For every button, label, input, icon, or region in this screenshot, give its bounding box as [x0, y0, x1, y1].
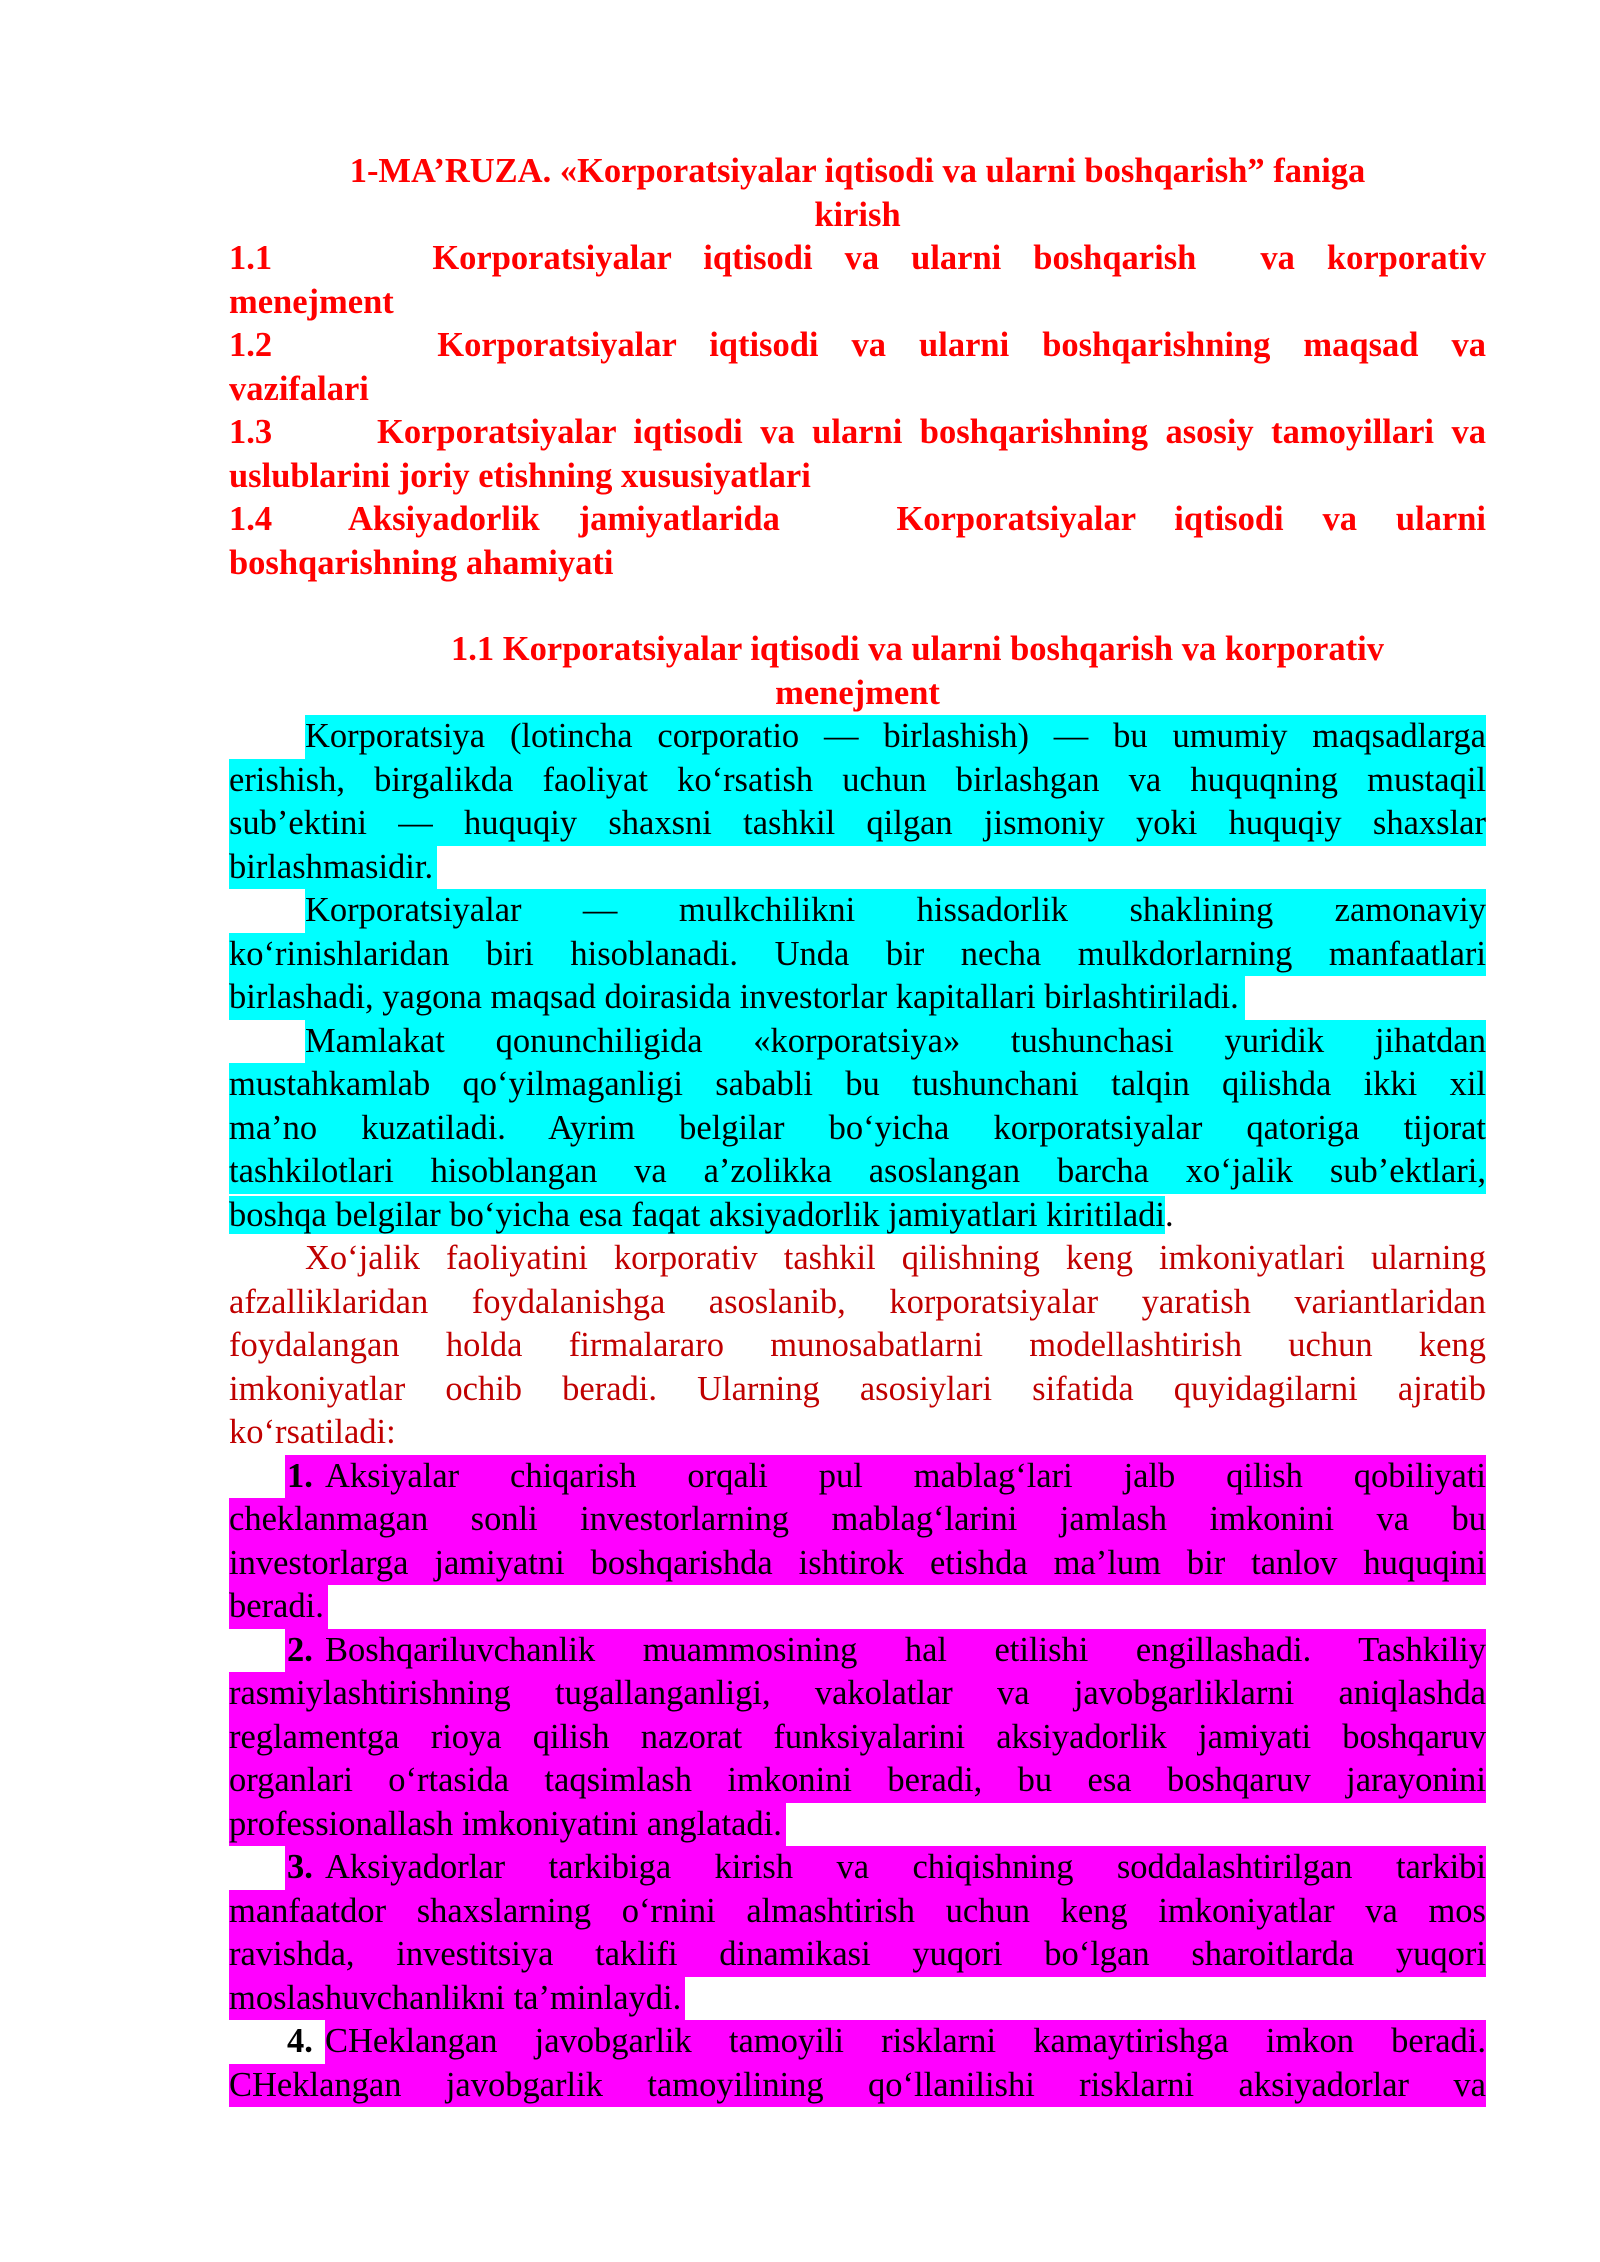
text-line: imkoniyatlar ochib beradi. Ularning asosiylari sifatida quyidagilarni ajratib — [229, 1369, 1486, 1408]
text-line: foydalangan holda firmalararo munosabatlarni modellashtirish uchun keng — [229, 1326, 1486, 1364]
text-line: tashkilotlari hisoblangan va a’zolikka asoslangan barcha xo‘jalik sub’ektlari, — [229, 1150, 1486, 1194]
toc-list — [229, 237, 1486, 585]
text-line: birlashadi, yagona maqsad doirasida investorlar kapitallari birlashtiriladi. — [229, 976, 1245, 1020]
item-number: 3. — [287, 1848, 313, 1886]
toc-item-3: 1.3 Korporatsiyalar iqtisodi va ularni boshqarishning asosiy tamoyillari va — [229, 413, 1486, 451]
text-line: ma’no kuzatiladi. Ayrim belgilar bo‘yicha korporatsiyalar qatoriga tijorat — [229, 1107, 1486, 1151]
text-line: ko‘rinishlaridan biri hisoblanadi. Unda bir necha mulkdorlarning manfaatlari — [229, 933, 1486, 977]
toc-item-2: 1.2 Korporatsiyalar iqtisodi va ularni boshqarishning maqsad va — [229, 326, 1486, 364]
text-line: Boshqariluvchanlik muammosining hal etilishi engillashadi. Tashkiliy — [325, 1630, 1486, 1669]
section-heading: 1.1 Korporatsiyalar iqtisodi va ularni boshqarish va korporativ — [451, 630, 1384, 668]
toc-item-4: 1.4 Aksiyadorlik jamiyatlarida Korporatsiyalar iqtisodi va ularni — [229, 500, 1486, 538]
text-line: moslashuvchanlikni ta’minlaydi. — [229, 1977, 685, 2021]
text-line: investorlarga jamiyatni boshqarishda ishtirok etishda ma’lum bir tanlov huquqini — [229, 1542, 1486, 1586]
text-line: erishish, birgalikda faoliyat ko‘rsatish uchun birlashgan va huquqning mustaqil — [229, 759, 1486, 803]
text-line: Mamlakat qonunchiligida «korporatsiya» tushunchasi yuridik jihatdan — [305, 1021, 1486, 1060]
list-item-3 — [229, 1846, 1486, 2020]
toc-item-1: 1.1 Korporatsiyalar iqtisodi va ularni boshqarish va korporativ — [229, 239, 1486, 277]
list-item-2 — [229, 1629, 1486, 1847]
text-line: birlashmasidir. — [229, 846, 437, 890]
text-line: ravishda, investitsiya taklifi dinamikasi yuqori bo‘lgan sharoitlarda yuqori — [229, 1933, 1486, 1977]
paragraph-legislation — [229, 1020, 1486, 1238]
text-line: boshqa belgilar bo‘yicha esa faqat aksiyadorlik jamiyatlari kiritiladi — [229, 1195, 1165, 1234]
paragraph-definition — [229, 715, 1486, 889]
section-heading-cont: menejment — [775, 673, 940, 712]
text-line: reglamentga rioya qilish nazorat funksiyalarini aksiyadorlik jamiyati boshqaruv — [229, 1716, 1486, 1760]
toc-item-1-cont: menejment — [229, 282, 394, 321]
text-line: Korporatsiyalar — mulkchilikni hissadorlik shaklining zamonaviy — [305, 891, 1486, 929]
text-line: CHeklangan javobgarlik tamoyilining qo‘llanilishi risklarni aksiyadorlar va — [229, 2064, 1486, 2108]
text-line: mustahkamlab qo‘yilmaganligi sababli bu tushunchani talqin qilishda ikki xil — [229, 1063, 1486, 1107]
lecture-title: 1-MA’RUZA. «Korporatsiyalar iqtisodi va ularni boshqarish” faniga — [349, 152, 1366, 190]
text-line: sub’ektini — huquqiy shaxsni tashkil qilgan jismoniy yoki huquqiy shaxslar — [229, 802, 1486, 846]
toc-item-2-cont: vazifalari — [229, 369, 369, 408]
list-item-4 — [229, 2020, 1486, 2107]
text-line: CHeklangan javobgarlik tamoyili risklarni kamaytirishga imkon beradi. — [325, 2022, 1486, 2060]
text-line: Aksiyadorlar tarkibiga kirish va chiqishning soddalashtirilgan tarkibi — [325, 1848, 1486, 1886]
text-line: professionallash imkoniyatini anglatadi. — [229, 1803, 786, 1847]
toc-item-3-cont: uslublarini joriy etishning xususiyatlari — [229, 456, 811, 495]
text-line: rasmiylashtirishning tugallanganligi, vakolatlar va javobgarliklarni aniqlashda — [229, 1672, 1486, 1716]
paragraph-shares — [229, 889, 1486, 1020]
text-line: beradi. — [229, 1585, 328, 1629]
item-number: 4. — [287, 2022, 313, 2060]
text-line: Xo‘jalik faoliyatini korporativ tashkil qilishning keng imkoniyatlari ularning — [305, 1239, 1486, 1277]
blank-line — [229, 585, 1486, 628]
numbered-list — [229, 1455, 1486, 2108]
sentence-period: . — [1164, 1195, 1174, 1234]
item-number: 2. — [287, 1630, 313, 1669]
item-number: 1. — [287, 1456, 313, 1495]
text-line: Aksiyalar chiqarish orqali pul mablag‘lari jalb qilish qobiliyati — [325, 1456, 1486, 1495]
paragraph-advantages-intro — [229, 1237, 1486, 1455]
document-page — [229, 150, 1486, 2107]
lecture-title-cont: kirish — [814, 195, 901, 234]
text-line: organlari o‘rtasida taqsimlash imkonini beradi, bu esa boshqaruv jarayonini — [229, 1759, 1486, 1803]
toc-item-4-cont: boshqarishning ahamiyati — [229, 543, 614, 582]
text-line: cheklanmagan sonli investorlarning mablag‘larini jamlash imkonini va bu — [229, 1498, 1486, 1542]
list-item-1 — [229, 1455, 1486, 1629]
text-line: manfaatdor shaxslarning o‘rnini almashtirish uchun keng imkoniyatlar va mos — [229, 1890, 1486, 1934]
text-line: ko‘rsatiladi: — [229, 1413, 396, 1451]
text-line: afzalliklaridan foydalanishga asoslanib, korporatsiyalar yaratish variantlaridan — [229, 1282, 1486, 1321]
text-line: Korporatsiya (lotincha corporatio — birlashish) — bu umumiy maqsadlarga — [305, 717, 1486, 755]
